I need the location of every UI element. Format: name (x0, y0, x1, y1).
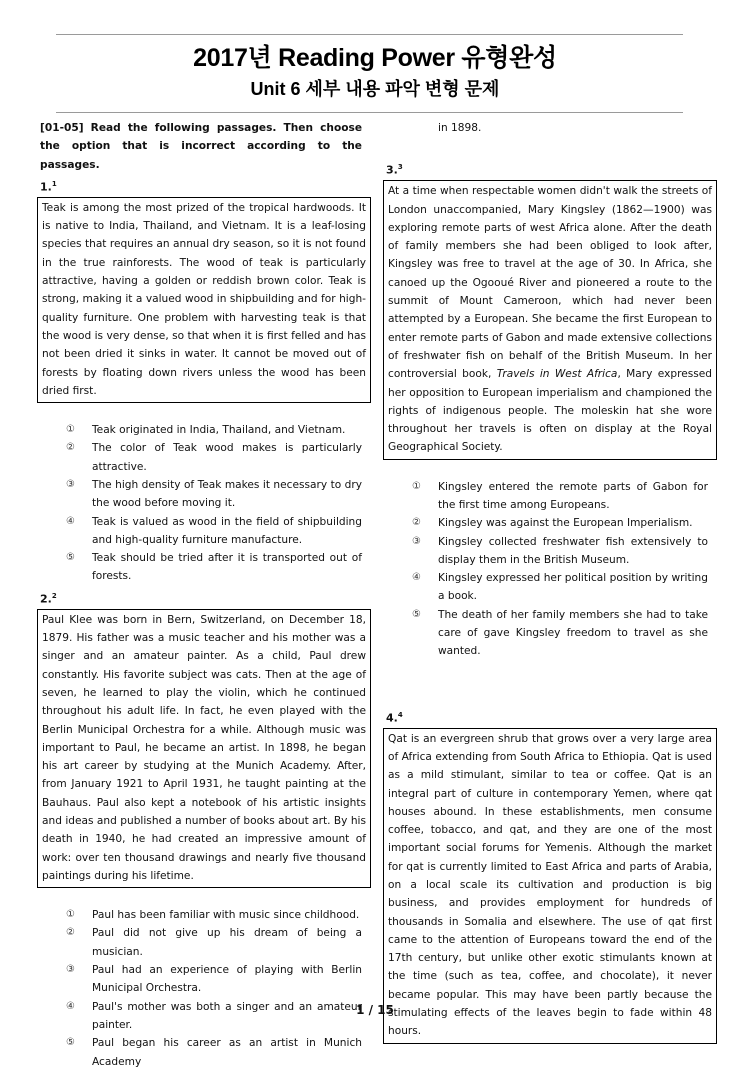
option: ⑤ The death of her family members she had to take care of gave Kingsley freedom to travel as she wanted. (412, 608, 708, 658)
option: ④ Paul's mother was both a singer and an amateur painter. (66, 1000, 362, 1031)
footnote-marker: 1 (51, 179, 57, 188)
question-4-number: 4.$^4$ (386, 710, 403, 725)
option: ② The color of Teak wood makes is particularly attractive. (66, 442, 362, 473)
option: ③ Kingsley collected freshwater fish extensively to display them in the British Museum. (412, 535, 708, 566)
question-2-number: 2.$^2$ (40, 591, 57, 606)
footnote-marker: 2 (51, 591, 57, 600)
option: ③ The high density of Teak makes it necessary to dry the wood before moving it. (66, 479, 362, 510)
option: ① Paul has been familiar with music since childhood. (66, 909, 360, 922)
option: ④ Teak is valued as wood in the field of shipbuilding and high-quality furniture manufacture. (66, 515, 362, 546)
document-title: 2017년 Reading Power 유형완성 (193, 44, 557, 72)
question-3-options (386, 478, 708, 661)
question-3-passage: At a time when respectable women didn't walk the streets of London unaccompanied, Mary Kingsley (1862—1900) was exploring remote parts of west Africa alone. After the death of family members she had been obliged to look after, Kingsley was free to travel at the age of 30. In Africa, she canoed up the Ogooué River and pioneered a route to the summit of Mount Cameroon, which had never been attempted by a European. She became the first European to enter remote parts of Gabon and made extensive collections of freshwater fish on behalf of the British Museum. In her controversial book, Travels in West Africa, Mary expressed her opposition to European imperialism and championed the rights of indigenous people. The moleskin hat she wore throughout her travels is often on display at the Royal Geographical Society. (383, 180, 717, 459)
question-4-passage: Qat is an evergreen shrub that grows over a very large area of Africa extending from South Africa to Ethiopia. Qat is used as a mild stimulant, similar to tea or coffee. Qat is an integral part of culture in contemporary Yemen, where qat houses abound. In these establishments, men consume coffee, tobacco, and qat, and they are one of the most important social forums for Yemenis. Although the market for qat is currently limited to East Africa and parts of Arabia, on a local scale its cultivation and production is big business, and provides employment for hundreds of thousands in Somalia and elsewhere. The use of qat first came to the attention of Europeans toward the end of the 17th century, but unlike other exotic stimulants known at the time (such as tea, coffee, and chocolate), it never became popular. This may have been partly because the stimulating effects of the leaves begin to fade within 48 hours. (383, 728, 717, 1044)
footnote-marker: 4 (397, 710, 403, 719)
top-rule (56, 34, 683, 35)
left-column (40, 119, 366, 1071)
document-subtitle: Unit 6 세부 내용 파악 변형 문제 (250, 79, 500, 99)
header-bottom-rule (56, 112, 683, 113)
right-column (386, 119, 713, 1044)
question-2-passage: Paul Klee was born in Bern, Switzerland, on December 18, 1879. His father was a music teacher and his mother was a singer and an amateur painter. As a child, Paul drew constantly. His favorite subject was cats. Then at the age of seven, he learned to play the violin, which he continued throughout his adult life. In fact, he even played with the Berlin Municipal Orchestra for a while. Although music was important to Paul, he became an artist. In 1898, he began his art career by studying at the Munich Academy. After, from January 1921 to April 1931, he taught painting at the Bauhaus. Paul also kept a notebook of his artistic insights and ideas and published a number of books about art. By his death in 1940, he had created an impressive amount of work: over ten thousand drawings and nearly five thousand paintings during his lifetime. (37, 609, 371, 888)
instructions: [01-05] Read the following passages. Then choose the option that is incorrect according to the passages. (40, 122, 362, 171)
question-2-option-5-continuation: in 1898. (438, 122, 482, 134)
question-2-options (40, 906, 362, 1071)
option: ⑤ Paul began his career as an artist in Munich Academy (66, 1037, 362, 1068)
question-1-options (40, 421, 362, 586)
footnote-marker: 3 (397, 163, 403, 172)
option: ② Kingsley was against the European Imperialism. (412, 517, 693, 530)
question-1-passage: Teak is among the most prized of the tropical hardwoods. It is native to India, Thailand, and Vietnam. It is a leaf-losing species that requires an annual dry season, so it is not found in the true rainforests. The wood of teak is particularly attractive, having a golden or reddish brown color. Teak is strong, making it a valued wood in shipbuilding and for high-quality furniture. One problem with harvesting teak is that the wood is very dense, so that when it is first felled and has not been dried it sinks in water. It cannot be moved out of forests by floating down rivers unless the wood has been dried first. (37, 197, 371, 403)
option: ① Teak originated in India, Thailand, and Vietnam. (66, 424, 346, 437)
option: ③ Paul had an experience of playing with Berlin Municipal Orchestra. (66, 964, 362, 995)
book-title: Travels in West Africa (496, 368, 618, 381)
option: ④ Kingsley expressed her political position by writing a book. (412, 572, 708, 603)
option: ① Kingsley entered the remote parts of Gabon for the first time among Europeans. (412, 480, 708, 511)
option: ⑤ Teak should be tried after it is transported out of forests. (66, 552, 362, 583)
question-3-number: 3.$^3$ (386, 163, 403, 177)
option: ② Paul did not give up his dream of being a musician. (66, 927, 362, 958)
page-indicator: 1 / 15 (356, 1003, 394, 1017)
question-1-number: 1.$^1$ (40, 179, 57, 194)
